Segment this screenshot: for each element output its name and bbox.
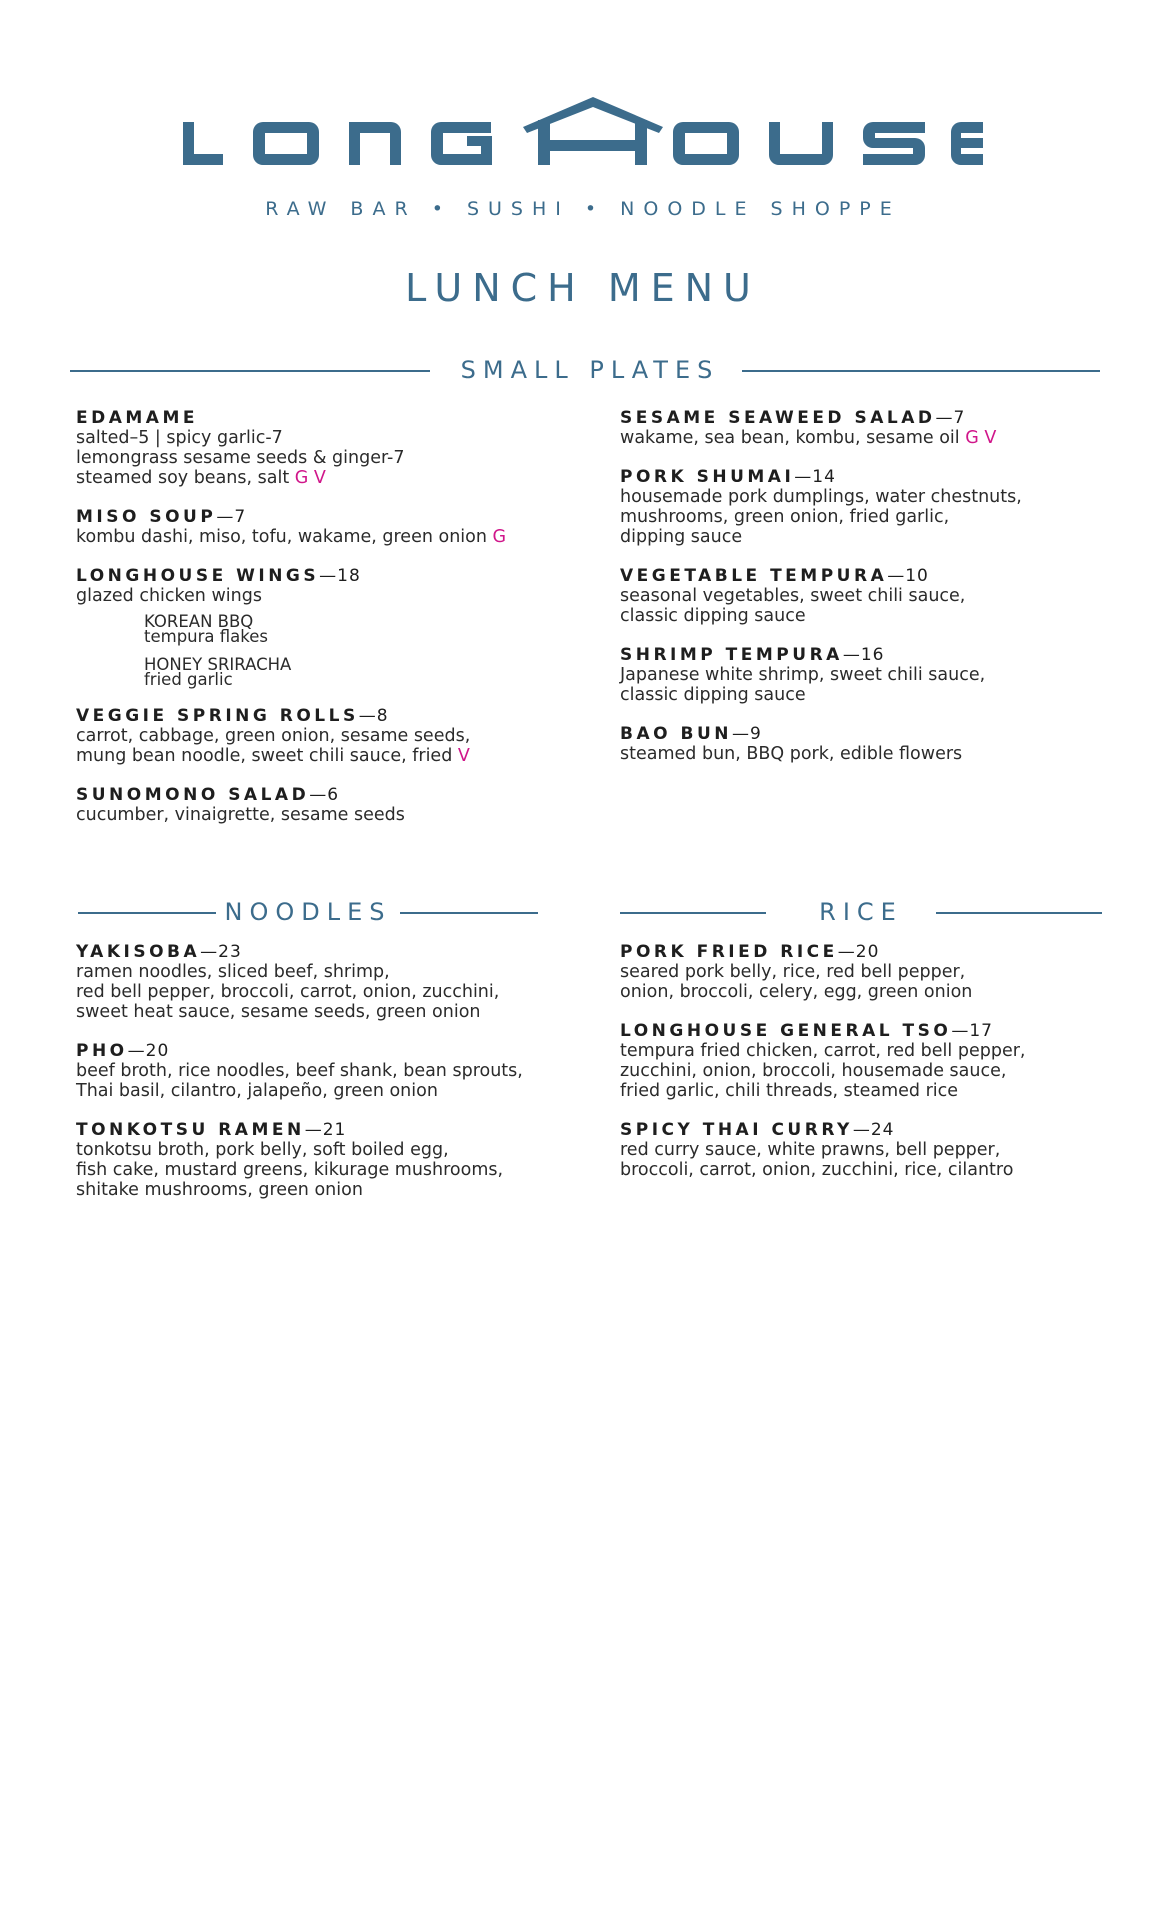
item-description	[620, 1140, 1140, 1180]
description-line	[76, 428, 596, 448]
item-name: SPICY THAI CURRY	[620, 1120, 853, 1140]
divider	[70, 370, 430, 372]
description-line	[620, 487, 1140, 507]
description-line	[620, 606, 1140, 626]
item-name: PHO	[76, 1041, 128, 1061]
divider	[400, 912, 538, 914]
menu-item	[620, 566, 1140, 626]
menu-item	[76, 706, 596, 766]
menu-item	[76, 507, 596, 547]
item-price: —18	[319, 566, 361, 586]
item-price: —17	[951, 1021, 993, 1041]
item-price: —21	[304, 1120, 347, 1140]
item-name: LONGHOUSE WINGS	[76, 566, 320, 586]
item-description	[76, 527, 596, 547]
menu-item	[76, 942, 596, 1022]
description-line	[620, 962, 1140, 982]
menu-item	[76, 1120, 596, 1200]
description-text: broccoli, carrot, onion, zucchini, rice, cilantro	[620, 1160, 1014, 1180]
sauce-option	[144, 657, 596, 687]
item-description	[76, 1140, 596, 1200]
description-line	[76, 982, 596, 1002]
section-heading-noodles	[78, 898, 538, 928]
description-line	[620, 428, 1140, 448]
sauce-description: tempura flakes	[144, 627, 268, 646]
section-title: RICE	[819, 898, 903, 926]
description-line	[620, 665, 1140, 685]
description-text: onion, broccoli, celery, egg, green onion	[620, 982, 973, 1002]
description-line	[620, 1081, 1140, 1101]
description-text: salted–5 | spicy garlic-7	[76, 428, 283, 448]
item-price: —10	[887, 566, 929, 586]
menu-item	[620, 1021, 1140, 1101]
item-price: —6	[309, 785, 340, 805]
divider	[620, 912, 766, 914]
item-name: VEGGIE SPRING ROLLS	[76, 706, 359, 726]
description-text: steamed bun, BBQ pork, edible flowers	[620, 744, 963, 764]
sauce-name: HONEY SRIRACHA	[144, 655, 292, 674]
description-text: zucchini, onion, broccoli, housemade sauce,	[620, 1061, 1007, 1081]
description-line	[76, 962, 596, 982]
item-title	[620, 467, 1140, 487]
menu-item	[620, 724, 1140, 764]
description-text: red curry sauce, white prawns, bell pepper,	[620, 1140, 1001, 1160]
description-text: beef broth, rice noodles, beef shank, bean sprouts,	[76, 1061, 523, 1081]
description-line	[76, 1180, 596, 1200]
item-description	[620, 1041, 1140, 1101]
item-price: —8	[358, 706, 389, 726]
item-title	[76, 1120, 596, 1140]
sauce-option	[144, 614, 596, 644]
description-text: seared pork belly, rice, red bell pepper,	[620, 962, 966, 982]
description-line	[620, 685, 1140, 705]
item-title	[620, 1120, 1140, 1140]
description-line	[620, 586, 1140, 606]
item-description	[620, 428, 1140, 448]
description-text: red bell pepper, broccoli, carrot, onion, zucchini,	[76, 982, 500, 1002]
item-description	[620, 665, 1140, 705]
description-text: ramen noodles, sliced beef, shrimp,	[76, 962, 390, 982]
small-plates-left-column	[76, 408, 596, 844]
section-heading-rice	[620, 898, 1102, 928]
dietary-tag: G V	[965, 428, 997, 448]
description-line	[76, 746, 596, 766]
item-price: —20	[127, 1041, 170, 1061]
description-text: mung bean noodle, sweet chili sauce, fried	[76, 746, 453, 766]
section-title: SMALL PLATES	[460, 356, 720, 384]
description-text: glazed chicken wings	[76, 586, 262, 606]
item-title	[620, 1021, 1140, 1041]
description-line	[76, 1081, 596, 1101]
description-line	[76, 586, 596, 606]
menu-item	[76, 1041, 596, 1101]
dietary-tag: G V	[294, 468, 326, 488]
dietary-tag: V	[457, 746, 470, 766]
description-line	[620, 507, 1140, 527]
item-price: —9	[731, 724, 762, 744]
description-line	[76, 448, 596, 468]
noodles-column	[76, 942, 596, 1219]
description-text: shitake mushrooms, green onion	[76, 1180, 363, 1200]
item-name: MISO SOUP	[76, 507, 217, 527]
item-price: —16	[842, 645, 885, 665]
item-description	[76, 1061, 596, 1101]
menu-item	[620, 467, 1140, 547]
item-title	[620, 942, 1140, 962]
item-description	[76, 962, 596, 1022]
description-line	[620, 1140, 1140, 1160]
description-line	[76, 1140, 596, 1160]
item-title	[620, 566, 1140, 586]
divider	[78, 912, 216, 914]
description-line	[76, 726, 596, 746]
sauce-options	[144, 614, 596, 687]
menu-item	[76, 408, 596, 488]
description-line	[76, 468, 596, 488]
item-title	[76, 1041, 596, 1061]
description-line	[620, 1160, 1140, 1180]
description-text: steamed soy beans, salt	[76, 468, 290, 488]
item-name: EDAMAME	[76, 408, 198, 428]
item-description	[76, 428, 596, 488]
rice-column	[620, 942, 1140, 1199]
item-description	[76, 586, 596, 606]
section-title: NOODLES	[224, 898, 392, 926]
item-name: LONGHOUSE GENERAL TSO	[620, 1021, 952, 1041]
description-line	[620, 1041, 1140, 1061]
item-price: —7	[935, 408, 966, 428]
description-text: Thai basil, cilantro, jalapeño, green onion	[76, 1081, 438, 1101]
description-text: kombu dashi, miso, tofu, wakame, green onion	[76, 527, 487, 547]
item-name: SUNOMONO SALAD	[76, 785, 310, 805]
item-description	[620, 744, 1140, 764]
description-text: housemade pork dumplings, water chestnuts,	[620, 487, 1022, 507]
item-title	[620, 645, 1140, 665]
item-name: VEGETABLE TEMPURA	[620, 566, 888, 586]
item-description	[76, 805, 596, 825]
menu-item	[76, 566, 596, 687]
item-title	[76, 706, 596, 726]
description-line	[620, 982, 1140, 1002]
item-price: —20	[837, 942, 880, 962]
description-text: classic dipping sauce	[620, 606, 806, 626]
description-text: sweet heat sauce, sesame seeds, green onion	[76, 1002, 481, 1022]
description-text: tonkotsu broth, pork belly, soft boiled egg,	[76, 1140, 449, 1160]
description-text: carrot, cabbage, green onion, sesame seeds,	[76, 726, 471, 746]
item-name: YAKISOBA	[76, 942, 201, 962]
item-name: TONKOTSU RAMEN	[76, 1120, 305, 1140]
item-title	[620, 408, 1140, 428]
item-price: —7	[216, 507, 247, 527]
description-text: classic dipping sauce	[620, 685, 806, 705]
brand-tagline: RAW BAR • SUSHI • NOODLE SHOPPE	[265, 198, 901, 220]
description-line	[76, 527, 596, 547]
description-line	[76, 1160, 596, 1180]
menu-item	[620, 645, 1140, 705]
description-line	[76, 1002, 596, 1022]
item-title	[76, 566, 596, 586]
item-title	[76, 408, 596, 428]
item-name: PORK FRIED RICE	[620, 942, 838, 962]
menu-item	[620, 1120, 1140, 1180]
item-description	[620, 962, 1140, 1002]
item-title	[76, 507, 596, 527]
item-name: SESAME SEAWEED SALAD	[620, 408, 936, 428]
longhouse-logo-mark	[183, 90, 983, 170]
description-line	[620, 744, 1140, 764]
description-text: mushrooms, green onion, fried garlic,	[620, 507, 950, 527]
divider	[936, 912, 1102, 914]
item-name: PORK SHUMAI	[620, 467, 795, 487]
item-price: —24	[852, 1120, 895, 1140]
item-price: —14	[794, 467, 836, 487]
sauce-name: KOREAN BBQ	[144, 612, 254, 631]
small-plates-right-column	[620, 408, 1140, 783]
menu-item	[620, 408, 1140, 448]
item-title	[76, 942, 596, 962]
item-title	[620, 724, 1140, 744]
description-text: seasonal vegetables, sweet chili sauce,	[620, 586, 966, 606]
item-name: BAO BUN	[620, 724, 732, 744]
menu-item	[620, 942, 1140, 1002]
description-text: fish cake, mustard greens, kikurage mushrooms,	[76, 1160, 504, 1180]
section-heading-small-plates	[70, 356, 1100, 386]
sauce-description: fried garlic	[144, 670, 233, 689]
description-text: cucumber, vinaigrette, sesame seeds	[76, 805, 405, 825]
menu-title: LUNCH MENU	[405, 266, 761, 310]
description-text: Japanese white shrimp, sweet chili sauce,	[620, 665, 986, 685]
description-line	[76, 805, 596, 825]
description-text: dipping sauce	[620, 527, 743, 547]
menu-item	[76, 785, 596, 825]
description-text: lemongrass sesame seeds & ginger-7	[76, 448, 405, 468]
description-text: wakame, sea bean, kombu, sesame oil	[620, 428, 960, 448]
item-description	[76, 726, 596, 766]
item-name: SHRIMP TEMPURA	[620, 645, 843, 665]
divider	[742, 370, 1100, 372]
item-description	[620, 586, 1140, 626]
description-line	[620, 1061, 1140, 1081]
dietary-tag: G	[492, 527, 507, 547]
item-title	[76, 785, 596, 805]
item-price: —23	[200, 942, 242, 962]
description-text: tempura fried chicken, carrot, red bell pepper,	[620, 1041, 1026, 1061]
description-text: fried garlic, chili threads, steamed rice	[620, 1081, 959, 1101]
description-line	[76, 1061, 596, 1081]
description-line	[620, 527, 1140, 547]
item-description	[620, 487, 1140, 547]
